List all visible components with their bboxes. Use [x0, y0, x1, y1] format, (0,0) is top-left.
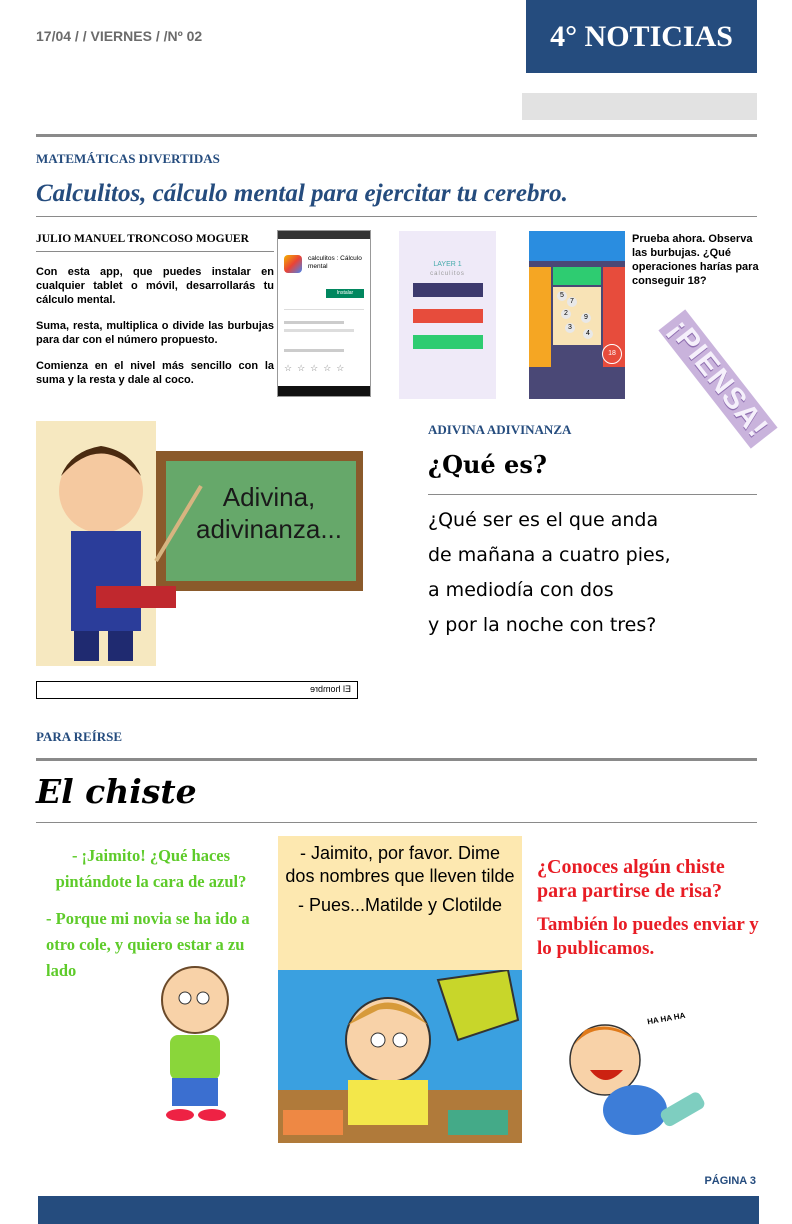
riddle-section-label: ADIVINA ADIVINANZA — [428, 422, 572, 437]
joke-title-rule — [36, 822, 757, 823]
target-number: 18 — [602, 344, 622, 364]
bubble[interactable]: 3 — [565, 323, 575, 333]
riddle-line: a mediodía con dos — [428, 579, 614, 601]
answer-caption-text: El hombre — [309, 684, 351, 694]
joke-rule — [36, 758, 757, 761]
header-grey-bar — [522, 93, 757, 120]
app-name: calculitos : Cálculo mental — [308, 255, 362, 270]
app-icon — [284, 255, 302, 273]
game-screenshot — [529, 231, 625, 399]
boy-illustration — [140, 960, 250, 1125]
joke-title: El chiste — [36, 772, 197, 811]
level-screenshot — [399, 231, 496, 399]
left-joke-answer: - Porque mi novia se ha ido a otro cole, y quiero estar a zu lado — [46, 909, 250, 980]
author-name: JULIO MANUEL TRONCOSO MOGUER — [36, 233, 249, 245]
bubble[interactable]: 5 — [557, 291, 567, 301]
middle-joke-card — [278, 836, 522, 1143]
article-paragraph: Con esta app, que puedes instalar en cualquier tablet o móvil, desarrollarás tu cálculo mental. — [36, 266, 274, 306]
math-section-label: MATEMÁTICAS DIVERTIDAS — [36, 151, 220, 166]
riddle-text — [428, 503, 671, 643]
middle-joke-question: - Jaimito, por favor. Dime dos nombres que lleven tilde — [285, 843, 515, 886]
bubble[interactable]: 2 — [561, 309, 571, 319]
student-illustration — [278, 970, 522, 1143]
app-store-screenshot — [277, 230, 371, 397]
brand-label: calculitos — [430, 271, 465, 277]
date-line: 17/04 / / VIERNES / /Nº 02 — [36, 28, 203, 44]
install-button[interactable]: Instalar — [326, 289, 364, 298]
rating-stars-icon: ☆☆☆☆☆ — [284, 363, 350, 373]
teacher-illustration — [36, 421, 363, 666]
left-joke-question: - ¡Jaimito! ¿Qué haces pintándote la cara de azul? — [55, 846, 247, 891]
middle-joke-answer: - Pues...Matilde y Clotilde — [297, 895, 503, 915]
board-text: Adivina, adivinanza... — [196, 482, 342, 544]
riddle-line: y por la noche con tres? — [428, 614, 657, 636]
article-title: Calculitos, cálculo mental para ejercitar tu cerebro. — [36, 180, 568, 207]
title-rule — [36, 216, 757, 217]
masthead: 4° NOTICIAS — [526, 0, 757, 73]
article-paragraph: Comienza en el nivel más sencillo con la suma y la resta y dale al coco. — [36, 360, 274, 386]
bubble[interactable]: 4 — [583, 329, 593, 339]
bubble[interactable]: 7 — [567, 297, 577, 307]
footer-bar — [38, 1196, 759, 1224]
riddle-line: ¿Qué ser es el que anda — [428, 509, 659, 531]
riddle-title: ¿Qué es? — [428, 450, 547, 479]
page-number: PÁGINA 3 — [704, 1175, 756, 1187]
riddle-rule — [428, 494, 757, 495]
level-label: LAYER 1 — [433, 261, 462, 268]
answer-caption — [36, 681, 358, 699]
section-rule — [36, 134, 757, 137]
right-joke-question: ¿Conoces algún chiste para partirse de risa? — [537, 856, 725, 902]
article-paragraph: Suma, resta, multiplica o divide las burbujas para dar con el número propuesto. — [36, 320, 274, 346]
piensa-banner: ¡PIENSA! — [658, 309, 777, 448]
laughing-boy-illustration — [555, 1010, 730, 1160]
riddle-line: de mañana a cuatro pies, — [428, 544, 671, 566]
right-joke-answer: También lo puedes enviar y lo publicamos. — [537, 914, 759, 959]
author-rule — [36, 251, 274, 252]
joke-section-label: PARA REÍRSE — [36, 729, 123, 744]
laugh-text: HA HA HA — [646, 1010, 687, 1027]
try-now-prompt: Prueba ahora. Observa las burbujas. ¿Qué operaciones harías para conseguir 18? — [632, 233, 759, 287]
bubble-board — [553, 287, 601, 345]
article-body — [36, 265, 274, 399]
bubble[interactable]: 9 — [581, 313, 591, 323]
